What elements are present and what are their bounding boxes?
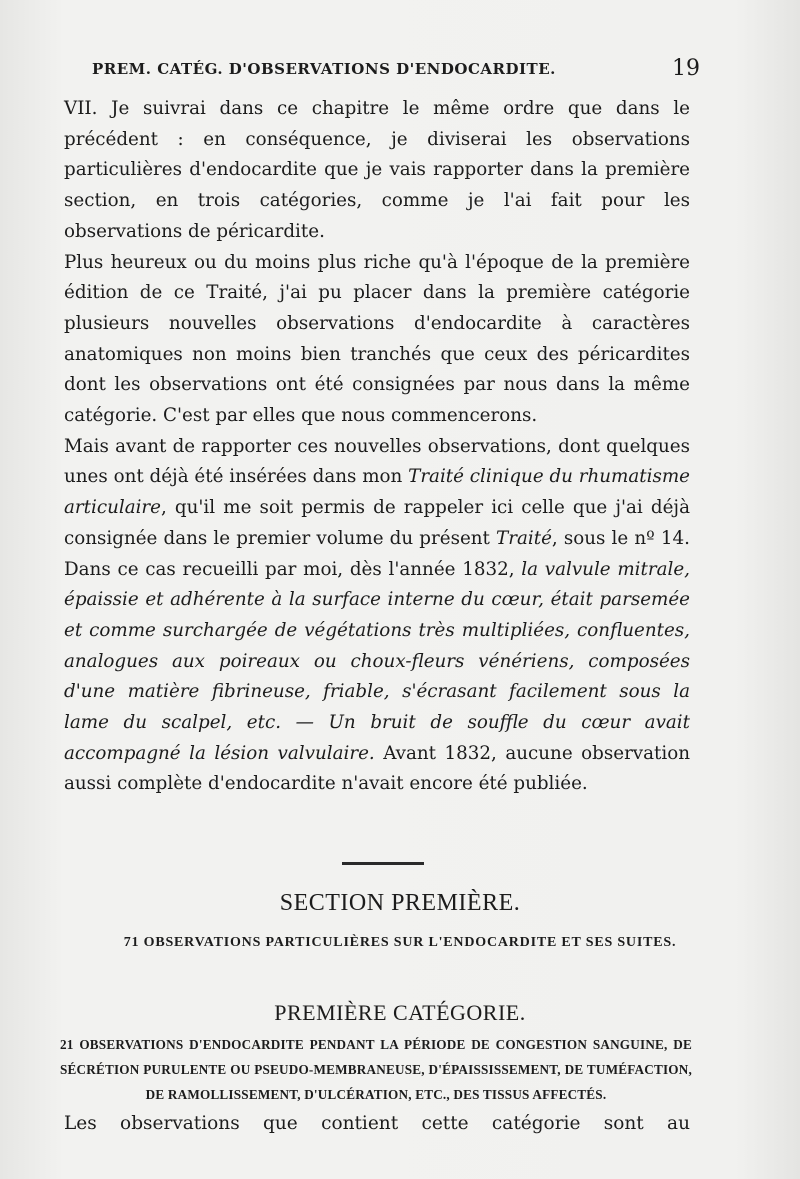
page-number: 19 bbox=[672, 56, 700, 81]
book-title-italic: Traité clinique du rhumatisme articulaire bbox=[64, 466, 690, 519]
section-subtitle: 71 OBSERVATIONS PARTICULIÈRES SUR L'ENDOCARDITE ET SES SUITES. bbox=[123, 935, 677, 950]
paragraph-3-text-2: , qu'il me soit permis de rappeler ici celle que j'ai déjà consignée dans le premier volume du présent bbox=[64, 497, 690, 549]
category-subtitle: 21 OBSERVATIONS D'ENDOCARDITE PENDANT LA PÉRIODE DE CONGESTION SANGUINE, DE SÉCRÉTION PURULENTE OU PSEUDO-MEMBRANEUSE, D'ÉPAISSISSEMENT, DE TUMÉFACTION, DE RAMOLLISSEMENT, D'ULCÉRATION, ETC., DES TISSUS AFFECTÉS. bbox=[60, 1037, 692, 1102]
case-description-italic: la valvule mitrale, épaissie et adhérente à la surface interne du cœur, était parsemée et comme surchargée de végétations très multipliées, confluentes, analogues aux poireaux ou choux-fleurs vénériens, composées d'une matière fibrineuse, friable, s'écrasant facilement sous la lame du scalpel, etc. — Un bruit de souffle du cœur avait accompagné la lésion valvulaire. bbox=[64, 558, 690, 764]
section-divider bbox=[342, 862, 424, 865]
paragraph-3 bbox=[64, 432, 690, 800]
body-text bbox=[64, 94, 690, 800]
category-title: PREMIÈRE CATÉGORIE. bbox=[274, 1000, 526, 1025]
paragraph-3-text-4: Avant 1832, aucune observation aussi complète d'endocardite n'avait encore été publiée. bbox=[64, 742, 691, 795]
final-line: Les observations que contient cette catégorie sont au bbox=[64, 1113, 690, 1134]
paragraph-1: VII. Je suivrai dans ce chapitre le même ordre que dans le précédent : en conséquence, je diviserai les observations particulières d'endocardite que je vais rapporter dans la première section, en trois catégories, comme je l'ai fait pour les observations de péricardite. bbox=[64, 98, 690, 242]
paragraph-2: Plus heureux ou du moins plus riche qu'à l'époque de la première édition de ce Traité, j'ai pu placer dans la première catégorie plusieurs nouvelles observations d'endocardite à caractères anatomiques non moins bien tranchés que ceux des péricardites dont les observations ont été consignées par nous dans la même catégorie. C'est par elles que nous commencerons. bbox=[64, 251, 690, 427]
section-title: SECTION PREMIÈRE. bbox=[279, 890, 521, 916]
traite-italic: Traité bbox=[496, 527, 552, 549]
paragraph-3-text-3: , sous le nº 14. Dans ce cas recueilli par moi, dès l'année 1832, bbox=[64, 527, 690, 580]
paragraph-3-text-1: Mais avant de rapporter ces nouvelles observations, dont quelques unes ont déjà été insérées dans mon bbox=[64, 435, 690, 488]
running-head: PREM. CATÉG. D'OBSERVATIONS D'ENDOCARDITE. bbox=[92, 60, 556, 78]
